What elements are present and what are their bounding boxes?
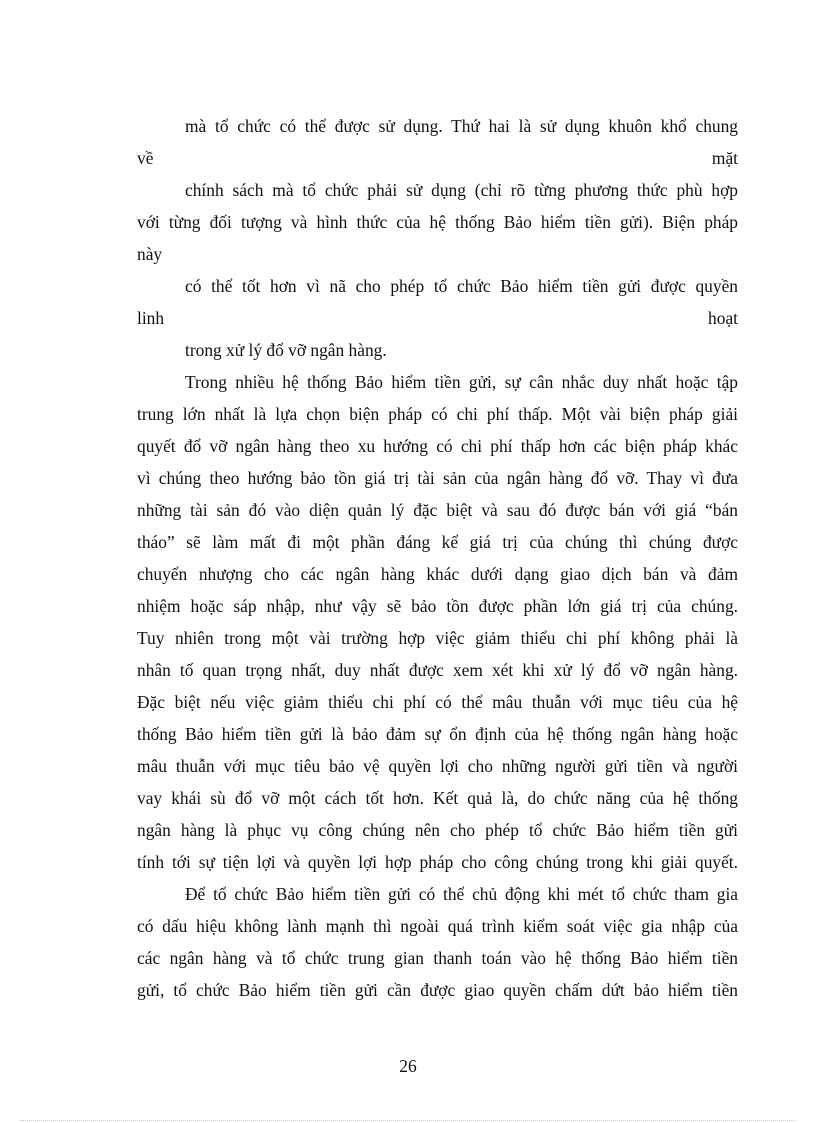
text-line: tháo” sẽ làm mất đi một phần đáng kể giá trị của chúng thì chúng được xyxy=(137,532,738,552)
text-line xyxy=(137,306,738,330)
text-line: có dấu hiệu không lành mạnh thì ngoài quá trình kiểm soát việc gia nhập của xyxy=(137,916,738,936)
text-line-left-word: linh xyxy=(137,308,165,328)
text-line: mà tổ chức có thể được sử dụng. Thứ hai là sử dụng khuôn khổ chung xyxy=(185,116,738,136)
text-line: tính tới sự tiện lợi và quyền lợi hợp pháp cho công chúng trong khi giải quyết. xyxy=(137,852,738,872)
text-line: vay khái sù đổ vỡ một cách tốt hơn. Kết quả là, do chức năng của hệ thống xyxy=(137,788,738,808)
text-line-right-word: mặt xyxy=(711,148,738,168)
text-line: thống Bảo hiểm tiền gửi là bảo đảm sự ổn định của hệ thống ngân hàng hoặc xyxy=(137,724,738,744)
text-line: Đặc biệt nếu việc giảm thiểu chi phí có thể mâu thuẫn với mục tiêu của hệ xyxy=(137,692,738,712)
text-line: có thể tốt hơn vì nã cho phép tổ chức Bảo hiểm tiền gửi được quyền xyxy=(185,276,738,296)
text-line: ngân hàng là phục vụ công chúng nên cho phép tổ chức Bảo hiểm tiền gửi xyxy=(137,820,738,840)
text-line: Trong nhiều hệ thống Bảo hiểm tiền gửi, sự cân nhắc duy nhất hoặc tập xyxy=(185,372,738,392)
text-line: gửi, tổ chức Bảo hiểm tiền gửi cần được giao quyền chấm dứt bảo hiểm tiền xyxy=(137,980,738,1000)
text-line: những tài sản đó vào diện quản lý đặc biệt và sau đó được bán với giá “bán xyxy=(137,500,738,520)
text-line: Tuy nhiên trong một vài trường hợp việc giảm thiểu chi phí không phải là xyxy=(137,628,738,648)
text-line: các ngân hàng và tổ chức trung gian thanh toán vào hệ thống Bảo hiểm tiền xyxy=(137,948,738,968)
text-line: nhiệm hoặc sáp nhập, như vậy sẽ bảo tồn được phần lớn giá trị của chúng. xyxy=(137,596,738,616)
text-line: chính sách mà tổ chức phải sử dụng (chỉ rõ từng phương thức phù hợp xyxy=(185,180,738,200)
text-line: trung lớn nhất là lựa chọn biện pháp có chi phí thấp. Một vài biện pháp giải xyxy=(137,404,738,424)
text-line: mâu thuẫn với mục tiêu bảo vệ quyền lợi cho những người gửi tiền và người xyxy=(137,756,738,776)
text-line: nhân tố quan trọng nhất, duy nhất được xem xét khi xử lý đổ vỡ ngân hàng. xyxy=(137,660,738,680)
page-number: 26 xyxy=(399,1056,417,1076)
text-line: chuyển nhượng cho các ngân hàng khác dưới dạng giao dịch bán và đảm xyxy=(137,564,738,584)
text-line xyxy=(137,146,738,170)
text-line: trong xử lý đổ vỡ ngân hàng. xyxy=(185,340,387,360)
text-line: này xyxy=(137,244,163,264)
text-line: vì chúng theo hướng bảo tồn giá trị tài sản của ngân hàng đổ vỡ. Thay vì đưa xyxy=(137,468,738,488)
text-line-left-word: về xyxy=(137,148,154,168)
text-line: với từng đối tượng và hình thức của hệ thống Bảo hiểm tiền gửi). Biện pháp xyxy=(137,212,738,232)
text-line: quyết đổ vỡ ngân hàng theo xu hướng có chi phí thấp hơn các biện pháp khác xyxy=(137,436,738,456)
text-line-right-word: hoạt xyxy=(708,308,738,328)
page-border xyxy=(20,1120,796,1121)
text-line: Để tổ chức Bảo hiểm tiền gửi có thể chủ động khi mét tổ chức tham gia xyxy=(185,884,738,904)
